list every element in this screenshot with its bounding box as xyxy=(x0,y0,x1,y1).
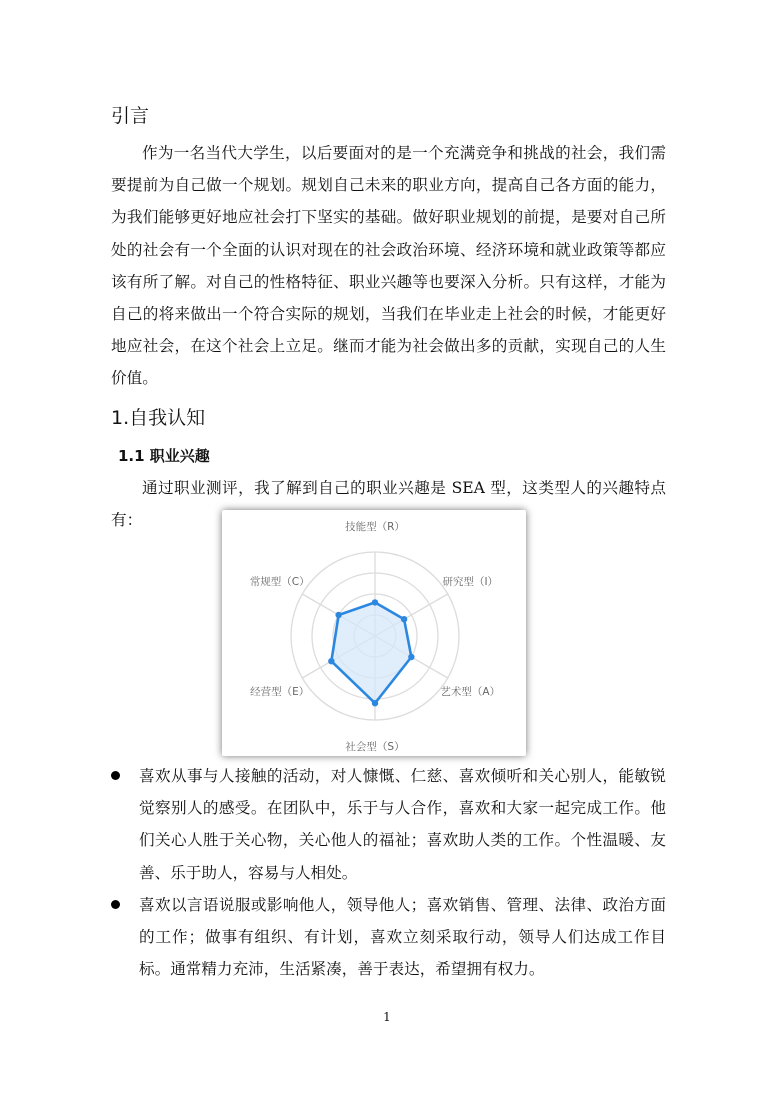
interest-traits-list xyxy=(111,760,666,985)
radar-axis-label: 常规型（C） xyxy=(249,576,310,588)
radar-axis-label: 艺术型（A） xyxy=(440,686,501,698)
radar-data-point xyxy=(372,700,378,706)
radar-axis-label: 技能型（R） xyxy=(345,521,405,533)
radar-series-area xyxy=(331,602,411,703)
radar-chart xyxy=(222,510,526,756)
radar-data-point xyxy=(372,599,378,605)
career-interest-intro: 通过职业测评，我了解到自己的职业兴趣是 SEA 型，这类型人的兴趣特点有： xyxy=(111,479,666,530)
radar-axis-label: 研究型（I） xyxy=(442,576,499,588)
radar-data-point xyxy=(328,658,334,664)
subsection-heading-career-interest: 1.1 职业兴趣 xyxy=(118,447,210,465)
intro-paragraph: 作为一名当代大学生，以后要面对的是一个充满竞争和挑战的社会，我们需要提前为自己做一个规划。规划自己未来的职业方向，提高自己各方面的能力，为我们能够更好地应社会打下坚实的基础。做好职业规划的前提，是要对自己所处的社会有一个全面的认识对现在的社会政治环境、经济环境和就业政策等都应该有所了解。对自己的性格特征、职业兴趣等也要深入分析。只有这样，才能为自己的将来做出一个符合实际的规划，当我们在毕业走上社会的时候，才能更好地应社会，在这个社会上立足。继而才能为社会做出多的贡献，实现自己的人生价值。 xyxy=(111,144,666,388)
list-item-text: 喜欢从事与人接触的活动，对人慷慨、仁慈、喜欢倾听和关心别人，能敏锐觉察别人的感受。在团队中，乐于与人合作，喜欢和大家一起完成工作。他们关心人胜于关心物，关心他人的福祉；喜欢助人类的工作。个性温暖、友善、乐于助人，容易与人相处。 xyxy=(139,767,666,882)
list-item-text: 喜欢以言语说服或影响他人，领导他人；喜欢销售、管理、法律、政治方面的工作；做事有组织、有计划，喜欢立刻采取行动，领导人们达成工作目标。通常精力充沛，生活紧凑，善于表达，希望拥有权力。 xyxy=(139,895,666,979)
section-heading-self-awareness: 1.自我认知 xyxy=(111,407,206,429)
radar-axis-label: 社会型（S） xyxy=(345,741,405,753)
radar-data-point xyxy=(401,616,407,622)
bullet-dot-icon xyxy=(111,771,120,780)
list-item xyxy=(111,760,666,889)
radar-chart-figure xyxy=(222,510,526,756)
radar-axis-label: 经营型（E） xyxy=(250,686,310,698)
bullet-dot-icon xyxy=(111,900,120,909)
radar-data-point xyxy=(335,612,341,618)
list-item xyxy=(111,889,666,986)
intro-heading: 引言 xyxy=(111,105,150,127)
page-number: 1 xyxy=(383,1010,391,1024)
radar-data-point xyxy=(408,654,414,660)
